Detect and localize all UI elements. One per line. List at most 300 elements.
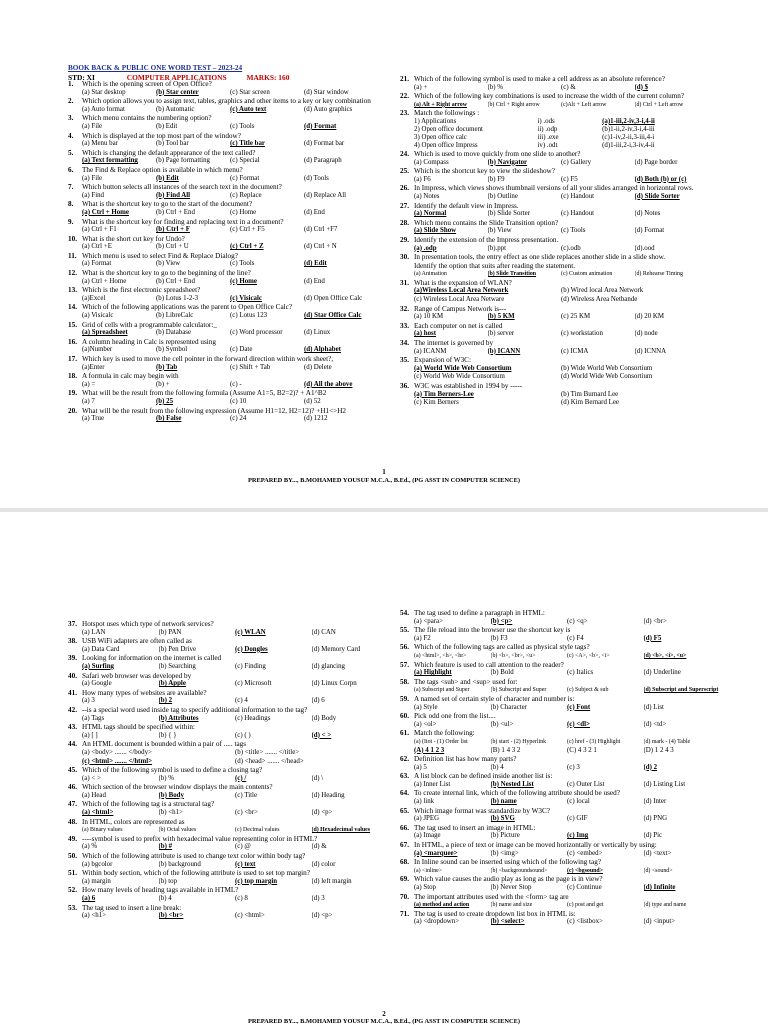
option: (c) 3	[567, 763, 580, 771]
question-label: Identify the default view in Impress.	[414, 201, 519, 210]
answer-option: (b) 2	[158, 697, 173, 705]
question-label: Match the followings :	[414, 109, 480, 118]
options-row	[68, 226, 378, 235]
question-label: --is a special word used inside tag to specify additional information to the tag?	[82, 705, 308, 714]
answer-option: (d) Slide Sorter	[634, 192, 680, 200]
answer-option: (a) World Wide Web Consortium	[414, 364, 512, 372]
option: (d) Page border	[634, 158, 678, 166]
option: (a) Data Card	[82, 645, 120, 653]
option: (c) &	[561, 83, 576, 91]
question-number: 2.	[68, 97, 74, 106]
question-label: Within body section, which of the following attribute is used to set top margin?	[82, 869, 310, 878]
option: (d) <sound>	[643, 867, 673, 874]
options-row	[68, 912, 388, 921]
page-footer: PREPARED BY..., B.MOHAMED YOUSUF M.C.A., B.Ed., (PG ASST IN COMPUTER SCIENCE)	[247, 477, 521, 484]
option: (c) Headings	[235, 714, 271, 722]
option: (b) Pen Drive	[158, 645, 197, 653]
answer-option: (A) 4 1 2 3	[414, 746, 445, 754]
option: (a) <para>	[414, 617, 443, 625]
question-number: 10.	[68, 234, 77, 243]
question-number: 46.	[68, 783, 77, 792]
options-row	[68, 278, 378, 287]
option: (d) ICNNA	[634, 347, 667, 355]
question-number: 15.	[68, 320, 77, 329]
question-label: A list block can be defined inside another list is:	[414, 772, 553, 781]
option: (a) bgcolor	[82, 860, 113, 868]
options-row	[400, 193, 708, 202]
question-text	[400, 150, 708, 159]
question-label: Which is the first electronic spreadsheet?	[82, 286, 201, 295]
question-text	[68, 835, 388, 844]
options-row	[400, 738, 720, 747]
option: (D) 1 2 4 3	[643, 746, 674, 754]
question-number: 12.	[68, 269, 77, 278]
question-label: In HTML, colors are represented as	[82, 817, 185, 826]
answer-option: (b) <p>	[490, 617, 513, 625]
option: (a) F2	[414, 634, 431, 642]
options-row	[68, 140, 378, 149]
question-number: 50.	[68, 852, 77, 861]
question-text	[400, 789, 720, 798]
question-number: 4.	[68, 131, 74, 140]
question-number: 70.	[400, 892, 409, 901]
options-row	[400, 210, 708, 219]
answer-option: (a) Spreadsheet	[82, 329, 128, 337]
question-text	[68, 338, 378, 347]
question-text	[400, 755, 720, 764]
options-row	[68, 89, 378, 98]
question-label: Which is used to move quickly from one slide to another?	[414, 149, 581, 158]
question-label: In HTML, a piece of text or image can be moved horizontally or vertically by using:	[414, 841, 657, 850]
options-row	[68, 123, 378, 132]
option: (d) Open Office Calc	[304, 294, 363, 302]
question-label: ----symbol is used to prefix with hexadecimal value representing color in HTML?	[82, 834, 318, 843]
question-number: 32.	[400, 304, 409, 313]
option: (c) Handout	[561, 210, 595, 218]
question-text	[68, 355, 378, 364]
question-label: Looking for information on the internet is called	[82, 654, 222, 663]
option: (b) { }	[158, 731, 177, 739]
question-label: Which of the following symbol is used to make a cell address as an absolute reference?	[414, 75, 665, 83]
options-row	[68, 175, 378, 184]
option: (b) Octal values	[158, 827, 197, 834]
answer-option: (b) <br>	[158, 912, 184, 920]
question-label: Match the following:	[414, 729, 475, 738]
answer-option: (c) text	[235, 860, 256, 868]
option: (a) 7	[82, 397, 95, 405]
options-row	[68, 663, 388, 672]
option: (d) <br>	[643, 617, 667, 625]
option: (b) <title> ....... </title>	[235, 748, 300, 756]
option: (c) Replace	[230, 191, 262, 199]
options-row	[400, 296, 708, 305]
question-number: 27.	[400, 201, 409, 210]
options-row	[68, 680, 388, 689]
option: (d) <p>	[311, 912, 333, 920]
question-label: What is the expansion of WLAN?	[414, 278, 512, 287]
option: (c) <br>	[235, 809, 258, 817]
options-row	[68, 843, 388, 852]
option: (d) Wireless Area Netbande	[561, 296, 638, 304]
question-label: The tag used to insert a line break:	[82, 903, 182, 912]
options-row	[68, 106, 378, 115]
question-number: 13.	[68, 286, 77, 295]
options-row	[68, 295, 378, 304]
option: (d) 1212	[304, 415, 328, 423]
question-number: 41.	[68, 688, 77, 697]
question-label: The tag is used to create dropdown list box in HTML is:	[414, 909, 576, 918]
option: (c) Word processor	[230, 329, 283, 337]
option: (a) +	[414, 83, 428, 91]
answer-option: (b) Apple	[158, 680, 186, 688]
question-text	[400, 382, 708, 391]
option: (d) CAN	[311, 628, 336, 636]
option: (a) =	[82, 380, 96, 388]
answer-option: (d) <b>, <i>, <u>	[643, 652, 687, 659]
option: (d) &	[311, 843, 327, 851]
answer-option: (c) /	[235, 774, 247, 782]
answer-option: (a)Wireless Local Area Network	[414, 287, 509, 295]
option: (c) Lotus 123	[230, 312, 268, 320]
option: (d) left margin	[311, 877, 352, 885]
question-label: W3C was established in 1994 by -----	[414, 382, 523, 390]
question-label: What is the short cut key for Undo?	[82, 234, 185, 243]
question-label: How many levels of heading tags available in HTML?	[82, 886, 239, 895]
answer-option: (b) #	[158, 843, 173, 851]
option: (a) Find	[82, 191, 105, 199]
option: (a) link	[414, 798, 435, 806]
option: (c) F5	[561, 175, 578, 183]
option: (b) Symbol	[156, 346, 188, 354]
question-number: 42.	[68, 705, 77, 714]
question-number: 1.	[68, 80, 74, 88]
option: (d).ood	[634, 244, 655, 252]
option: (a)Number	[82, 346, 113, 354]
option: (b) Ctrl + Right arrow	[487, 101, 540, 108]
question-text	[400, 772, 720, 781]
option: (a) ICANM	[414, 347, 447, 355]
option: (d) Ctrl +F7	[304, 226, 338, 234]
options-row	[400, 330, 708, 339]
match-cell: iii) .exe	[537, 133, 559, 141]
answer-option: (a) Normal	[414, 210, 447, 218]
question-number: 29.	[400, 235, 409, 244]
question-number: 26.	[400, 184, 409, 193]
option: (b) <b>, <br>, <u>	[490, 652, 536, 659]
options-row	[68, 809, 388, 818]
option: (a) Compass	[414, 158, 449, 166]
question-number: 37.	[68, 620, 77, 628]
answer-option: (b) Navigator	[487, 158, 528, 166]
options-row	[68, 192, 378, 201]
question-number: 20.	[68, 406, 77, 415]
answer-option: (a) Text formatting	[82, 157, 138, 165]
question-label: USB WiFi adapters are often called as	[82, 637, 192, 646]
question-number: 31.	[400, 278, 409, 287]
option: (d) 6	[311, 697, 325, 705]
option: (b) F3	[490, 634, 508, 642]
answer-option: (c) Ctrl + Z	[230, 243, 264, 251]
option: (c) F4	[567, 634, 584, 642]
question-label: Which of the following tags are called as physical style tags?	[414, 643, 590, 652]
option: (a) Format	[82, 260, 112, 268]
options-row	[400, 747, 720, 756]
question-text	[400, 279, 708, 288]
answer-option: (a) <html>	[82, 809, 114, 817]
option: (c) Continue	[567, 884, 602, 891]
question-text	[68, 407, 378, 416]
options-row	[400, 365, 708, 374]
option: (d) Kim Bernard Lee	[561, 399, 619, 407]
option: (c) 4	[235, 697, 248, 705]
question-number: 58.	[400, 677, 409, 686]
page-footer: PREPARED BY..., B.MOHAMED YOUSUF M.C.A., B.Ed., (PG ASST IN COMPUTER SCIENCE)	[247, 1018, 521, 1025]
question-text	[400, 305, 708, 314]
option: (d) Linux	[304, 329, 331, 337]
options-row	[400, 901, 720, 910]
option: (b) %	[158, 774, 174, 782]
match-cell: (b)1-ii,2-iv,3-i,4-iii	[602, 125, 655, 133]
option: (d) Notes	[634, 210, 661, 218]
options-row	[400, 686, 720, 695]
option: (c) Outer List	[567, 780, 605, 788]
option: (d) Tools	[304, 174, 329, 182]
option: (b) Character	[490, 703, 528, 711]
question-label: In Impress, which views shows thumbnail versions of all your slides arranged in horizontal rows.	[414, 184, 694, 193]
question-number: 64.	[400, 789, 409, 798]
question-label: The internet is governed by	[414, 339, 494, 348]
question-label: Which of the following applications was the parent to Open Office Calc?	[82, 303, 293, 312]
option: (d) End	[304, 277, 325, 285]
option: (d) 3	[311, 895, 325, 902]
question-label: Definition list has how many parts?	[414, 755, 517, 764]
option: (c) Format	[230, 174, 260, 182]
question-label: Which image format was standardize by W3C?	[414, 806, 550, 815]
option: (c) Finding	[235, 662, 266, 670]
option: (d) node	[634, 330, 658, 338]
options-row	[400, 832, 720, 841]
option: (a) Image	[414, 832, 441, 840]
option: (b) View	[156, 260, 181, 268]
question-number: 67.	[400, 841, 409, 850]
options-row	[68, 732, 388, 741]
page2-left-column	[68, 620, 388, 921]
option: (c) Italics	[567, 669, 594, 677]
match-row	[400, 118, 708, 126]
answer-option: (c) Font	[567, 703, 591, 711]
option: (c) href - (3) Highlight	[567, 738, 621, 745]
question-text	[400, 609, 720, 618]
question-text	[400, 643, 720, 652]
answer-option: (d) < >	[311, 731, 332, 739]
options-row	[68, 381, 378, 390]
page-number: 2	[382, 1010, 386, 1018]
question-text	[68, 723, 388, 732]
answer-option: (c) <bgsound>	[567, 867, 604, 874]
question-label: What is the shortcut key to go to the start of the document?	[82, 200, 253, 209]
question-text	[68, 235, 378, 244]
answer-option: (d) Both (b) or (c)	[634, 175, 687, 183]
match-cell: 1) Applications	[414, 117, 457, 125]
question-number: 14.	[68, 303, 77, 312]
match-row	[400, 142, 708, 150]
page1-left-column	[68, 80, 378, 424]
option: (d) glancing	[311, 662, 345, 670]
option: (d) Ctrl + N	[304, 243, 337, 251]
option: (b) Ctrl + End	[156, 277, 195, 285]
question-text	[400, 236, 708, 245]
question-number: 18.	[68, 372, 77, 381]
options-row	[68, 792, 388, 801]
question-text	[68, 269, 378, 278]
option: (a) margin	[82, 877, 111, 885]
match-cell: iv) .odt	[537, 141, 558, 149]
question-label: Which of the following key combinations is used to increase the width of the current column?	[414, 92, 685, 101]
question-number: 5.	[68, 148, 74, 157]
answer-option: (b) Attributes	[158, 714, 199, 722]
question-label: Which feature is used to call attention to the reader?	[414, 660, 564, 669]
answer-option: (a) .odp	[414, 244, 437, 252]
answer-option: (d) Format	[304, 122, 337, 130]
options-row	[68, 775, 388, 784]
options-row	[400, 781, 720, 790]
answer-option: (d) Star Office Calc	[304, 312, 362, 320]
question-text	[68, 818, 388, 827]
answer-option: (d) Infinite	[643, 884, 676, 891]
question-number: 36.	[400, 382, 409, 390]
option: (a) File	[82, 174, 103, 182]
option: (a) True	[82, 415, 105, 423]
question-label: HTML tags should be specified within:	[82, 723, 195, 732]
answer-option: (c) Auto text	[230, 105, 267, 113]
option: (d) Memory Card	[311, 645, 361, 653]
option: (a) <h1>	[82, 912, 107, 920]
page-1	[0, 0, 768, 510]
question-number: 16.	[68, 337, 77, 346]
answer-option: (b) Star center	[156, 88, 199, 96]
option: (b) Outline	[487, 192, 518, 200]
question-number: 65.	[400, 806, 409, 815]
question-number: 45.	[68, 766, 77, 775]
option: (b).ppt	[487, 244, 507, 252]
match-cell: (a)1-iii,2-iv,3-i,4-ii	[602, 117, 655, 125]
answer-option: (a) host	[414, 330, 437, 338]
options-row	[68, 646, 388, 655]
answer-option: (b) 25	[156, 397, 174, 405]
question-label: Hotspot uses which type of network services?	[82, 620, 214, 628]
question-text	[400, 807, 720, 816]
option: (c) ICMA	[561, 347, 589, 355]
option: (b) Page formatting	[156, 157, 210, 165]
option: (c) 10	[230, 397, 247, 405]
option: (c) Subject & sub	[567, 687, 609, 694]
answer-option: (b) SVG	[490, 815, 515, 823]
question-label: Which is the opening screen of Open Office?	[82, 80, 212, 88]
question-label: Pick odd one from the list....	[414, 712, 496, 721]
option: (b) Wired local Area Network	[561, 287, 644, 295]
options-row	[400, 101, 708, 110]
option: (d) Delete	[304, 363, 332, 371]
option: (c) <A>, <b>, <i>	[567, 652, 610, 659]
options-row	[400, 399, 708, 408]
question-number: 22.	[400, 92, 409, 101]
option: (a) Visicalc	[82, 312, 114, 320]
options-row	[68, 629, 388, 638]
option: (d) <p>	[311, 809, 333, 817]
option: (a) Binary values	[82, 827, 123, 834]
question-text	[68, 783, 388, 792]
option: (b) <img>	[490, 849, 519, 857]
question-text	[400, 219, 708, 228]
option: (d) Star window	[304, 88, 349, 96]
option: (d) Replace All	[304, 191, 347, 199]
option: (a) Google	[82, 680, 112, 688]
option: (c) -	[230, 380, 242, 388]
options-row	[400, 704, 720, 713]
answer-option: (b) False	[156, 415, 182, 423]
question-text	[400, 824, 720, 833]
answer-option: (c) Img	[567, 832, 589, 840]
question-label: Which section of the browser window displays the main contents?	[82, 783, 273, 792]
question-number: 48.	[68, 817, 77, 826]
answer-option: (d) Edit	[304, 260, 327, 268]
question-text	[400, 626, 720, 635]
option: (b) View	[487, 227, 512, 235]
option: (c) post and get	[567, 902, 604, 909]
question-text	[400, 184, 708, 193]
options-row	[400, 84, 708, 93]
option: (a) Animation	[414, 271, 447, 278]
answer-option: (d) $	[634, 83, 649, 91]
question-text	[68, 689, 388, 698]
option: (a) [ ]	[82, 731, 98, 739]
question-label: The important attributes used with the <form> tag are	[414, 892, 569, 901]
question-label: To create internal link, which of the following attribute should be used?	[414, 789, 620, 798]
options-row	[400, 635, 720, 644]
question-text	[68, 97, 378, 106]
match-cell: 4) Open office Impress	[414, 141, 478, 149]
option: (d) Format bar	[304, 140, 345, 148]
question-number: 55.	[400, 626, 409, 635]
question-number: 35.	[400, 356, 409, 365]
question-number: 63.	[400, 772, 409, 781]
question-text	[68, 672, 388, 681]
option: (a) < >	[82, 774, 101, 782]
question-label: A column heading in Calc is represented using	[82, 337, 216, 346]
option: (a) JPEG	[414, 815, 440, 823]
option: (b) Database	[156, 329, 192, 337]
question-label: Which option allows you to assign text, tables, graphics and other items to a key or key combination	[82, 97, 371, 106]
option: (b) Subscript and Super	[490, 687, 547, 694]
option: (c) Star screen	[230, 88, 270, 96]
options-row	[400, 245, 708, 254]
match-row	[400, 126, 708, 134]
question-label: What is the shortcut key to go to the beginning of the line?	[82, 269, 251, 278]
options-row	[68, 364, 378, 373]
option: (c) @	[235, 843, 251, 851]
option: (a) %	[82, 843, 98, 851]
option: (b) Ctrl + End	[156, 208, 195, 216]
answer-option: (b) 5 KM	[487, 313, 515, 321]
subject-label: COMPUTER APPLICATIONS	[126, 73, 227, 82]
options-row	[400, 669, 720, 678]
question-text	[68, 200, 378, 209]
question-label: A named set of certain style of character and number is:	[414, 694, 575, 703]
question-text	[68, 800, 388, 809]
question-number: 40.	[68, 671, 77, 680]
question-number: 28.	[400, 218, 409, 227]
question-number: 34.	[400, 339, 409, 348]
